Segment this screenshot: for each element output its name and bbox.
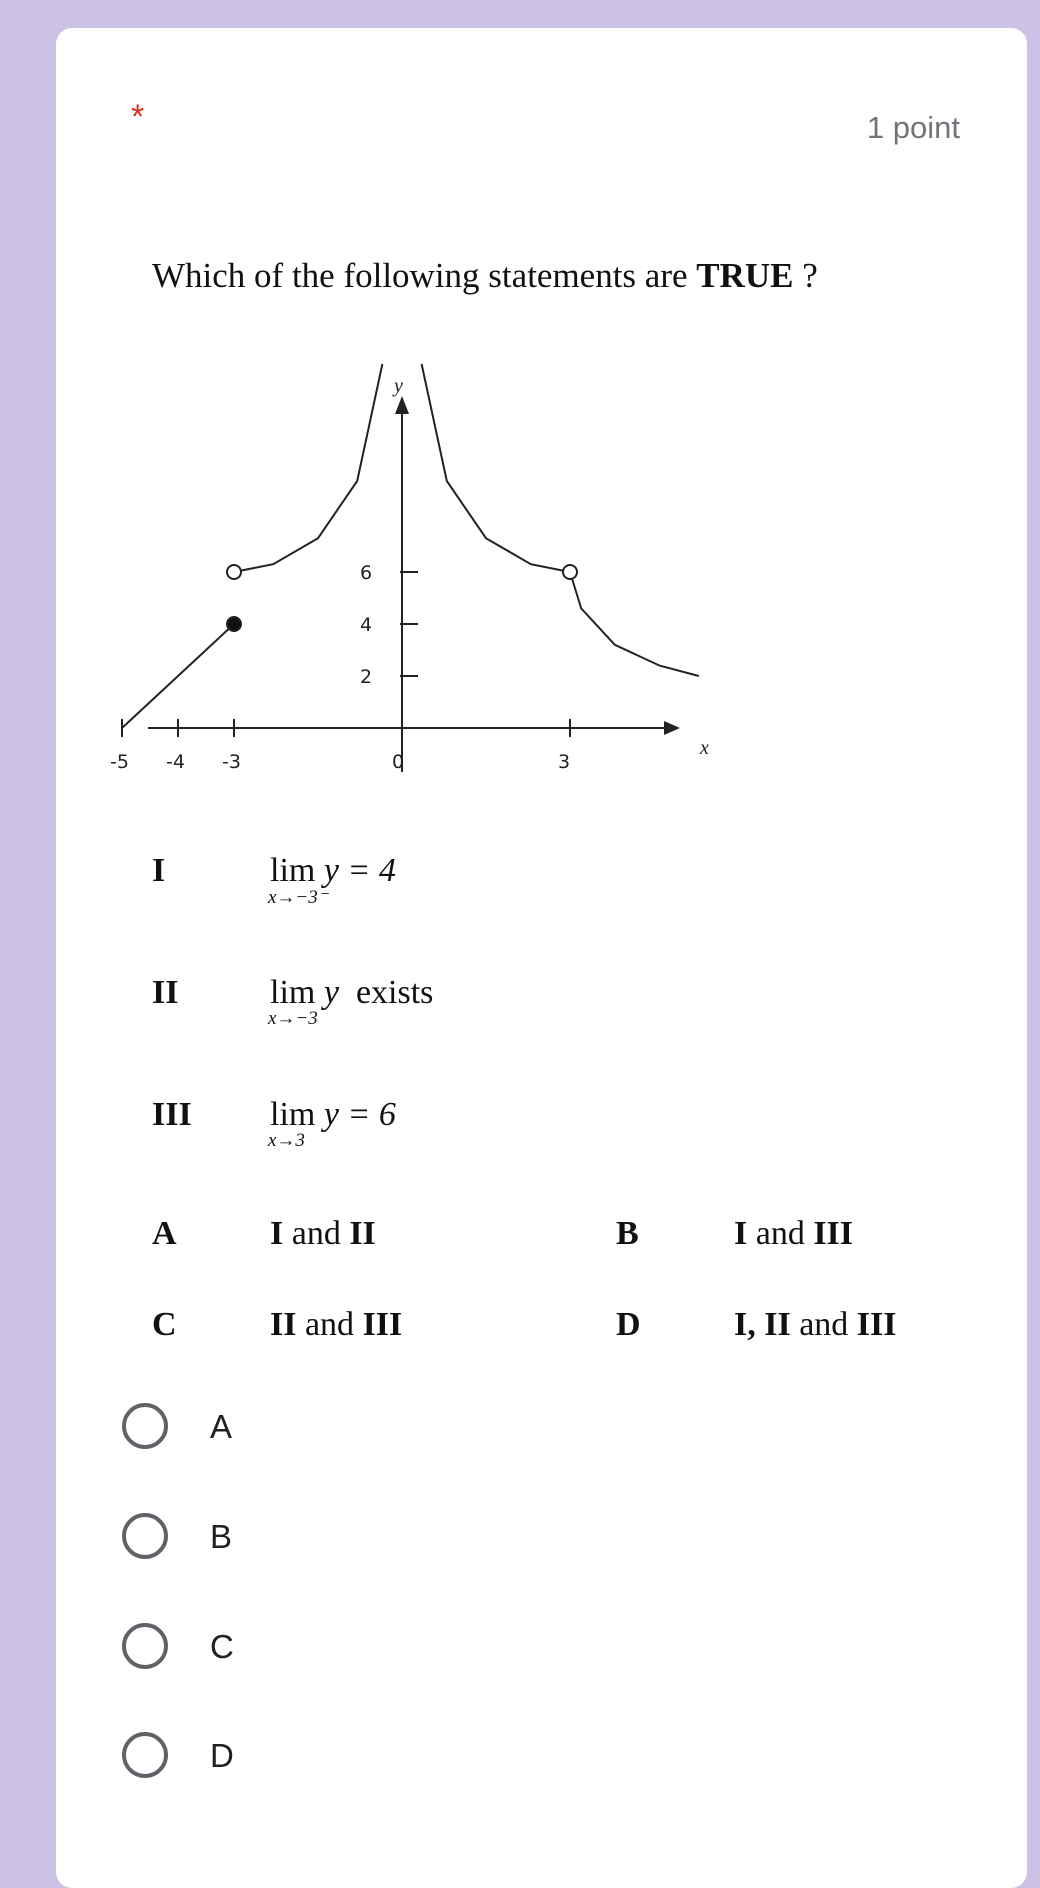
open-point (227, 565, 241, 579)
limit-word: lim x→−3 (268, 974, 318, 1029)
choice-letter: C (152, 1306, 177, 1343)
limit-expression: y = 6 (323, 1096, 396, 1133)
y-tick-label: 4 (360, 614, 373, 636)
required-marker: * (131, 98, 145, 136)
x-tick-label: -4 (166, 751, 185, 773)
question-image (110, 240, 960, 1360)
x-axis-label: x (700, 737, 709, 759)
limit-suffix: exists (338, 974, 434, 1011)
choice-text: II and III (270, 1306, 403, 1343)
graph-curve (234, 364, 382, 572)
x-tick-label: -3 (222, 751, 241, 773)
choice-letter: A (152, 1215, 177, 1252)
limit-word: lim x→3 (268, 1096, 316, 1151)
limit-subscript: x→−3⁻ (268, 887, 328, 908)
choice-letter: D (616, 1306, 641, 1343)
choice-letter: B (616, 1215, 639, 1252)
y-tick-label: 2 (360, 666, 373, 688)
statement-number: II (152, 974, 179, 1011)
prompt-end: ? (793, 256, 818, 295)
open-point (563, 565, 577, 579)
graph-curve (422, 364, 570, 572)
option-b[interactable] (122, 1507, 622, 1567)
option-a[interactable] (122, 1397, 622, 1457)
statement-number: III (152, 1096, 192, 1133)
limit-word: lim x→−3⁻ (268, 852, 328, 908)
limit-expression: y = 4 (323, 852, 396, 889)
option-label: A (210, 1408, 233, 1445)
radio-button[interactable] (122, 1513, 168, 1559)
question-prompt (152, 256, 818, 296)
option-label: B (210, 1518, 233, 1555)
x-axis-arrow (664, 721, 680, 735)
radio-button[interactable] (122, 1623, 168, 1669)
x-tick-label: 3 (558, 751, 571, 773)
closed-point (227, 617, 241, 631)
statement-number: I (152, 852, 166, 889)
y-tick-label: 6 (360, 562, 373, 584)
x-tick-label: 0 (392, 751, 405, 773)
prompt-bold: TRUE (696, 256, 794, 295)
limit-subscript: x→3 (268, 1130, 305, 1151)
option-label: C (210, 1628, 234, 1665)
radio-button[interactable] (122, 1732, 168, 1778)
radio-button[interactable] (122, 1403, 168, 1449)
y-axis-arrow (395, 396, 409, 414)
choice-text: I and II (270, 1215, 376, 1252)
limit-expression: y (323, 974, 339, 1011)
option-c[interactable] (122, 1617, 622, 1677)
points-label: 1 point (866, 110, 960, 145)
option-label: D (210, 1737, 234, 1774)
x-tick-label: -5 (110, 751, 129, 773)
graph-curve (570, 572, 699, 676)
y-axis-label: y (394, 375, 403, 397)
function-graph (110, 360, 740, 780)
option-d[interactable] (122, 1726, 622, 1786)
prompt-text: Which of the following statements are (152, 256, 697, 295)
limit-subscript: x→−3 (268, 1008, 318, 1029)
choice-text: I and III (734, 1215, 854, 1252)
choice-text: I, II and III (734, 1306, 897, 1343)
